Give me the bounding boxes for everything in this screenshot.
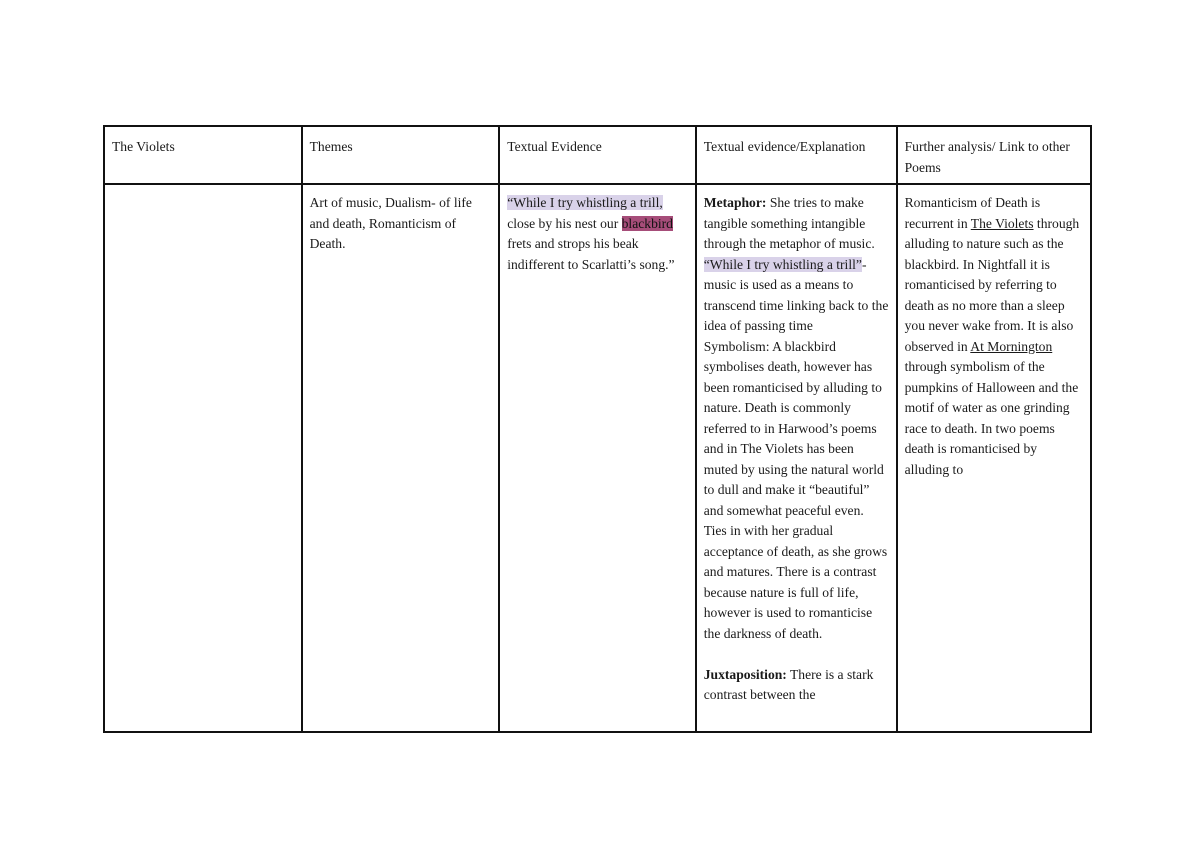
further-text-1: Romanticism of Death is recurrent in: [904, 195, 1041, 231]
metaphor-rest: - music is used as a means to transcend time linking back to the idea of passing time: [703, 256, 889, 333]
table-header-row: [104, 126, 1091, 184]
the-violets-link: The Violets: [970, 215, 1034, 231]
themes-cell: Art of music, Dualism- of life and death, Romanticism of Death.: [302, 184, 500, 732]
juxtaposition-text: There is a stark contrast between the: [703, 666, 874, 702]
header-poem-title: The Violets: [104, 126, 302, 184]
metaphor-quote-highlight: “While I try whistling a trill”: [703, 256, 862, 272]
explanation-cell: [696, 184, 897, 732]
poem-cell-empty: [104, 184, 302, 732]
evidence-quote-rest: frets and strops his beak indifferent to Scarlatti’s song.”: [507, 236, 675, 272]
blackbird-highlight: blackbird: [621, 215, 673, 231]
evidence-quote-text: close by his nest our: [507, 215, 622, 231]
header-further-analysis: Further analysis/ Link to other Poems: [897, 126, 1091, 184]
further-analysis-cell: [897, 184, 1091, 732]
evidence-cell: [499, 184, 696, 732]
metaphor-text: She tries to make tangible something intangible through the metaphor of music.: [703, 195, 875, 251]
further-text-3: through symbolism of the pumpkins of Halloween and the motif of water as one grinding race to death. In two poems death is romanticised by alluding to: [904, 359, 1079, 477]
juxtaposition-label: Juxtaposition:: [703, 666, 787, 682]
header-explanation: Textual evidence/Explanation: [696, 126, 897, 184]
evidence-quote-highlight: “While I try whistling a trill,: [507, 195, 663, 210]
symbolism-paragraph: Symbolism: A blackbird symbolises death, however has been romanticised by alluding to nature. Death is commonly referred to in Harwood’s poems and in The Violets has been muted by using the natural world to dull and make it “beautiful” and somewhat peaceful even. Ties in with her gradual acceptance of death, as she grows and matures. There is a contrast because nature is full of life, however is used to romanticise the darkness of death.: [703, 338, 888, 641]
metaphor-label: Metaphor:: [703, 195, 767, 210]
further-text-2: through alluding to nature such as the blackbird. In Nightfall it is romanticised by referring to death as no more than a sleep you never wake from. It is also observed in: [904, 215, 1080, 354]
poem-analysis-table: [103, 125, 1092, 733]
paragraph-gap: [704, 644, 890, 665]
table-row: [104, 184, 1091, 732]
at-mornington-link: At Mornington: [970, 338, 1053, 354]
header-textual-evidence: Textual Evidence: [499, 126, 696, 184]
metaphor-paragraph: [704, 193, 890, 337]
header-themes: Themes: [302, 126, 500, 184]
juxtaposition-paragraph: [704, 665, 890, 706]
